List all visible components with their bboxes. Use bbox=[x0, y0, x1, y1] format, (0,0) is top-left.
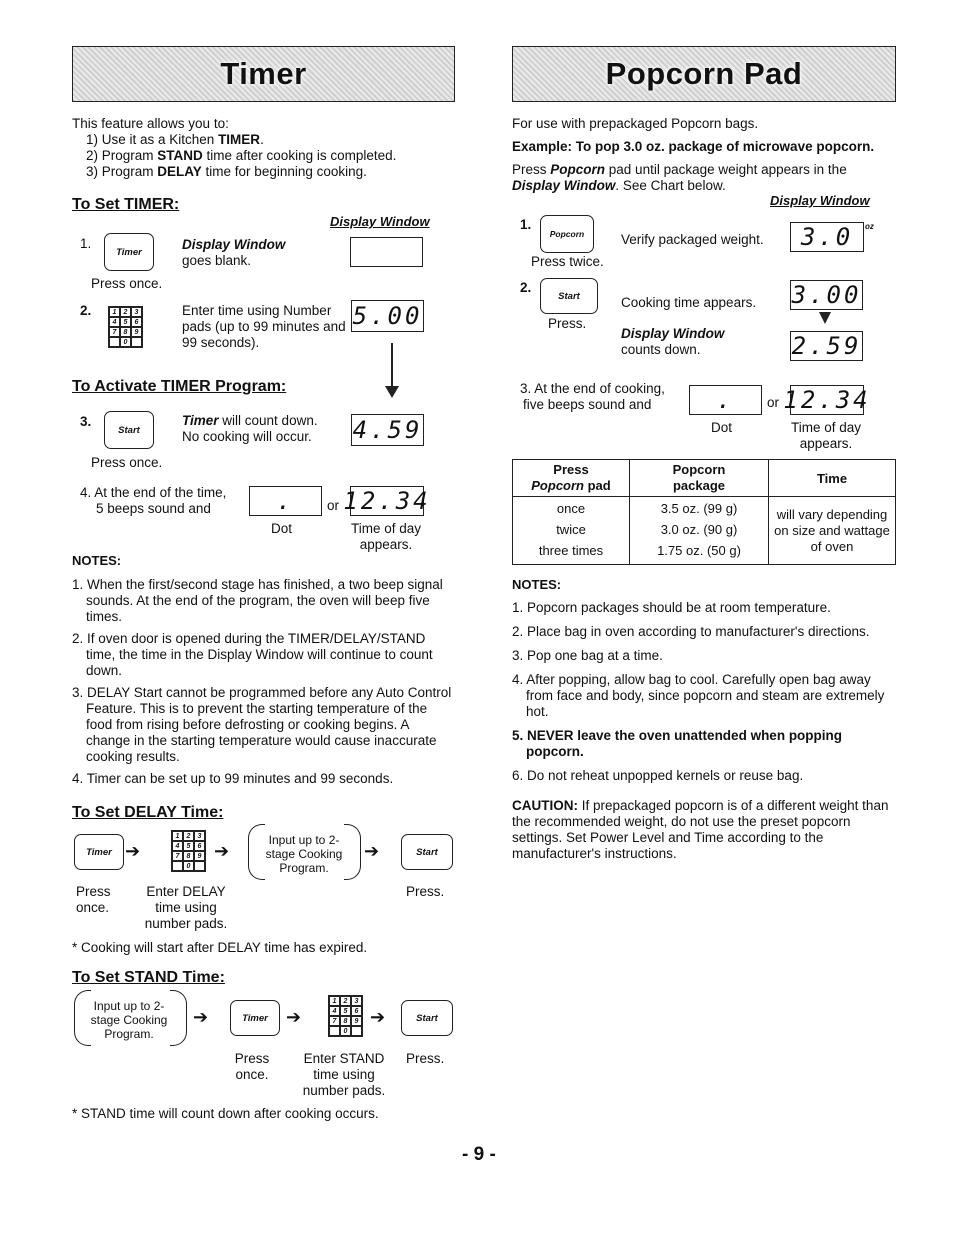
stand-timer-button[interactable]: Timer bbox=[230, 1000, 280, 1036]
number-key[interactable]: 8 bbox=[183, 851, 194, 861]
popcorn-note-3: 3. Pop one bag at a time. bbox=[512, 648, 663, 663]
delay-bracket-right bbox=[344, 824, 361, 880]
timer-note-3: 3. DELAY Start cannot be programmed before any Auto Control Feature. This is to prevent the starting temperature of the food from rising before defrosting or cooking begins. A change in the starting temperature would cause inaccurate cooking results. bbox=[72, 685, 452, 764]
number-key[interactable]: 3 bbox=[194, 831, 205, 841]
number-key[interactable]: 0 bbox=[340, 1026, 351, 1036]
popcorn-display-weight: 3.0 bbox=[790, 222, 864, 252]
popcorn-step1-text: Verify packaged weight. bbox=[621, 232, 764, 247]
popcorn-example: Example: To pop 3.0 oz. package of microwave popcorn. bbox=[512, 139, 875, 154]
timer-use-2: 2) Program STAND time after cooking is completed. bbox=[86, 148, 397, 163]
timer-display-dot: . bbox=[249, 486, 322, 516]
popcorn-table-cell: once bbox=[513, 497, 630, 519]
number-key[interactable]: 5 bbox=[120, 317, 131, 327]
number-key[interactable]: 2 bbox=[340, 996, 351, 1006]
timer-step3-caption: Press once. bbox=[91, 455, 163, 470]
stand-input-text: Input up to 2-stage Cooking Program. bbox=[90, 999, 168, 1041]
number-key[interactable]: 8 bbox=[120, 327, 131, 337]
arrow-right-icon: ➔ bbox=[364, 841, 380, 861]
timer-or: or bbox=[327, 498, 340, 513]
timer-step3-text: Timer will count down. No cooking will occur. bbox=[182, 413, 318, 444]
number-key[interactable]: 2 bbox=[183, 831, 194, 841]
popcorn-press-text: Press Popcorn pad until package weight appears in the Display Window. See Chart below. bbox=[512, 162, 847, 193]
timer-step3-num: 3. bbox=[80, 414, 92, 429]
timer-display-time: 12.34 bbox=[343, 487, 431, 515]
timer-time-caption: Time of day appears. bbox=[350, 521, 422, 552]
number-key[interactable]: 1 bbox=[172, 831, 183, 841]
number-key[interactable]: 6 bbox=[194, 841, 205, 851]
delay-timer-button[interactable]: Timer bbox=[74, 834, 124, 870]
timer-display-window-label: Display Window bbox=[330, 214, 430, 229]
popcorn-dot-caption: Dot bbox=[711, 420, 733, 435]
timer-display-500: 5.00 bbox=[352, 302, 423, 330]
number-key[interactable]: 9 bbox=[194, 851, 205, 861]
timer-step1-num: 1. bbox=[80, 236, 92, 251]
timer-step4-text: 4. At the end of the time, 5 beeps sound and bbox=[80, 485, 227, 516]
delay-input-text: Input up to 2-stage Cooking Program. bbox=[265, 833, 343, 875]
number-key[interactable]: 5 bbox=[340, 1006, 351, 1016]
popcorn-start-button[interactable]: Start bbox=[540, 278, 598, 314]
arrow-right-icon: ➔ bbox=[370, 1007, 386, 1027]
delay-caption-3: Press. bbox=[406, 884, 445, 899]
popcorn-note-5: 5. NEVER leave the oven unattended when popping popcorn. bbox=[512, 728, 843, 759]
number-key[interactable]: 3 bbox=[351, 996, 362, 1006]
number-key[interactable]: 1 bbox=[329, 996, 340, 1006]
number-pad[interactable] bbox=[108, 306, 143, 348]
timer-notes-title: NOTES: bbox=[72, 553, 122, 568]
number-key[interactable]: 7 bbox=[109, 327, 120, 337]
popcorn-step1-caption: Press twice. bbox=[531, 254, 604, 269]
timer-step1-caption: Press once. bbox=[91, 276, 163, 291]
popcorn-display-dot: . bbox=[689, 385, 762, 415]
arrow-right-icon: ➔ bbox=[214, 841, 230, 861]
down-arrow-line bbox=[391, 343, 393, 391]
number-key[interactable]: 4 bbox=[329, 1006, 340, 1016]
number-key[interactable]: 4 bbox=[172, 841, 183, 851]
popcorn-display-window-label: Display Window bbox=[770, 193, 870, 208]
popcorn-intro-text: For use with prepackaged Popcorn bags. bbox=[512, 116, 759, 131]
number-key[interactable]: 3 bbox=[131, 307, 142, 317]
popcorn-table bbox=[512, 459, 896, 565]
delay-caption-1: Press once. bbox=[76, 884, 111, 915]
timer-note-1: 1. When the first/second stage has finished, a two beep signal sounds. At the end of the program, the oven will beep five times. bbox=[72, 577, 443, 624]
popcorn-table-header-time: Time bbox=[769, 460, 896, 497]
stand-title: To Set STAND Time: bbox=[72, 969, 225, 986]
timer-dot-caption: Dot bbox=[271, 521, 293, 536]
number-key[interactable]: 9 bbox=[131, 327, 142, 337]
popcorn-notes-title: NOTES: bbox=[512, 577, 562, 592]
down-arrow-icon bbox=[819, 312, 831, 324]
stand-number-pad[interactable] bbox=[328, 995, 363, 1037]
stand-caption-2: Enter STAND time using number pads. bbox=[302, 1051, 386, 1098]
arrow-right-icon: ➔ bbox=[125, 841, 141, 861]
timer-note-2: 2. If oven door is opened during the TIMER/DELAY/STAND time, the time in the Display Window will continue to count down. bbox=[72, 631, 433, 678]
stand-bracket-right bbox=[170, 990, 187, 1046]
activate-timer-title: To Activate TIMER Program: bbox=[72, 378, 287, 395]
number-key[interactable]: 5 bbox=[183, 841, 194, 851]
number-key[interactable] bbox=[109, 337, 120, 347]
delay-start-button[interactable]: Start bbox=[401, 834, 453, 870]
number-key[interactable]: 4 bbox=[109, 317, 120, 327]
popcorn-step2-caption: Press. bbox=[548, 316, 587, 331]
popcorn-intro bbox=[512, 116, 897, 194]
delay-caption-2: Enter DELAY time using number pads. bbox=[144, 884, 228, 931]
arrow-right-icon: ➔ bbox=[286, 1007, 302, 1027]
popcorn-table-cell: three times bbox=[513, 539, 630, 565]
number-key[interactable]: 0 bbox=[183, 861, 194, 871]
popcorn-table-cell: 3.0 oz. (90 g) bbox=[630, 518, 769, 539]
number-key[interactable] bbox=[351, 1026, 362, 1036]
popcorn-header bbox=[512, 46, 896, 102]
popcorn-display-259: 2.59 bbox=[791, 332, 862, 360]
timer-header bbox=[72, 46, 455, 102]
popcorn-display-time: 12.34 bbox=[783, 386, 871, 414]
number-key[interactable]: 8 bbox=[340, 1016, 351, 1026]
timer-intro bbox=[72, 116, 452, 180]
arrow-right-icon: ➔ bbox=[193, 1007, 209, 1027]
timer-display-459: 4.59 bbox=[352, 416, 423, 444]
popcorn-table-header-press: Press Popcorn pad bbox=[513, 460, 630, 497]
timer-button[interactable]: Timer bbox=[104, 233, 154, 271]
popcorn-note-2: 2. Place bag in oven according to manufacturer's directions. bbox=[512, 624, 870, 639]
popcorn-table-header-package: Popcorn package bbox=[630, 460, 769, 497]
popcorn-table-cell: 3.5 oz. (99 g) bbox=[630, 497, 769, 519]
page-number: - 9 - bbox=[462, 1144, 496, 1165]
popcorn-table-cell: 1.75 oz. (50 g) bbox=[630, 539, 769, 565]
number-key[interactable] bbox=[172, 861, 183, 871]
number-key[interactable]: 9 bbox=[351, 1016, 362, 1026]
popcorn-table-cell: twice bbox=[513, 518, 630, 539]
popcorn-step2-num: 2. bbox=[520, 280, 532, 295]
timer-header-title: Timer bbox=[220, 56, 307, 91]
timer-step1-text: Display Window goes blank. bbox=[182, 237, 286, 268]
delay-title: To Set DELAY Time: bbox=[72, 804, 224, 821]
timer-use-1: 1) Use it as a Kitchen TIMER. bbox=[86, 132, 264, 147]
number-key[interactable]: 7 bbox=[172, 851, 183, 861]
delay-number-pad[interactable] bbox=[171, 830, 206, 872]
timer-step2-text: Enter time using Number pads (up to 99 minutes and 99 seconds). bbox=[182, 303, 346, 350]
set-timer-title: To Set TIMER: bbox=[72, 196, 180, 213]
popcorn-button[interactable]: Popcorn bbox=[540, 215, 594, 253]
popcorn-note-6: 6. Do not reheat unpopped kernels or reuse bag. bbox=[512, 768, 804, 783]
stand-caption-1: Press once. bbox=[234, 1051, 270, 1082]
popcorn-table-time-cell: will vary depending on size and wattage of oven bbox=[769, 497, 896, 565]
popcorn-note-1: 1. Popcorn packages should be at room temperature. bbox=[512, 600, 831, 615]
timer-note-4: 4. Timer can be set up to 99 minutes and 99 seconds. bbox=[72, 771, 394, 786]
popcorn-step2-text2: Display Window counts down. bbox=[621, 326, 725, 357]
timer-step2-num: 2. bbox=[80, 303, 92, 318]
number-key[interactable]: 6 bbox=[131, 317, 142, 327]
timer-notes-list bbox=[72, 577, 452, 793]
popcorn-time-caption: Time of day appears. bbox=[790, 420, 862, 451]
timer-display-blank bbox=[350, 237, 423, 267]
down-arrow-icon bbox=[385, 386, 399, 398]
stand-caption-3: Press. bbox=[406, 1051, 445, 1066]
delay-footnote: * Cooking will start after DELAY time has expired. bbox=[72, 940, 368, 955]
popcorn-step2-text: Cooking time appears. bbox=[621, 295, 757, 310]
popcorn-note-4: 4. After popping, allow bag to cool. Carefully open bag away from face and body, since popcorn and steam are extremely hot. bbox=[512, 672, 885, 719]
popcorn-step3-text: 3. At the end of cooking, five beeps sound and bbox=[520, 381, 665, 412]
stand-footnote: * STAND time will count down after cooking occurs. bbox=[72, 1106, 379, 1121]
number-key[interactable]: 7 bbox=[329, 1016, 340, 1026]
popcorn-or: or bbox=[767, 395, 780, 410]
popcorn-weight-unit: oz bbox=[865, 222, 874, 231]
number-key[interactable]: 6 bbox=[351, 1006, 362, 1016]
popcorn-display-300: 3.00 bbox=[791, 281, 862, 309]
number-key[interactable] bbox=[194, 861, 205, 871]
number-key[interactable] bbox=[131, 337, 142, 347]
timer-use-3: 3) Program DELAY time for beginning cooking. bbox=[86, 164, 367, 179]
number-key[interactable] bbox=[329, 1026, 340, 1036]
popcorn-step1-num: 1. bbox=[520, 217, 532, 232]
number-key[interactable]: 0 bbox=[120, 337, 131, 347]
timer-intro-text: This feature allows you to: bbox=[72, 116, 229, 131]
start-button[interactable]: Start bbox=[104, 411, 154, 449]
stand-start-button[interactable]: Start bbox=[401, 1000, 453, 1036]
number-key[interactable]: 2 bbox=[120, 307, 131, 317]
number-key[interactable]: 1 bbox=[109, 307, 120, 317]
popcorn-header-title: Popcorn Pad bbox=[605, 56, 803, 91]
popcorn-notes-list bbox=[512, 600, 897, 790]
popcorn-caution: CAUTION: If prepackaged popcorn is of a different weight than the recommended weight, do not use the preset popcorn settings. Set Power Level and Time according to the manufacturer's instructions. bbox=[512, 798, 889, 861]
